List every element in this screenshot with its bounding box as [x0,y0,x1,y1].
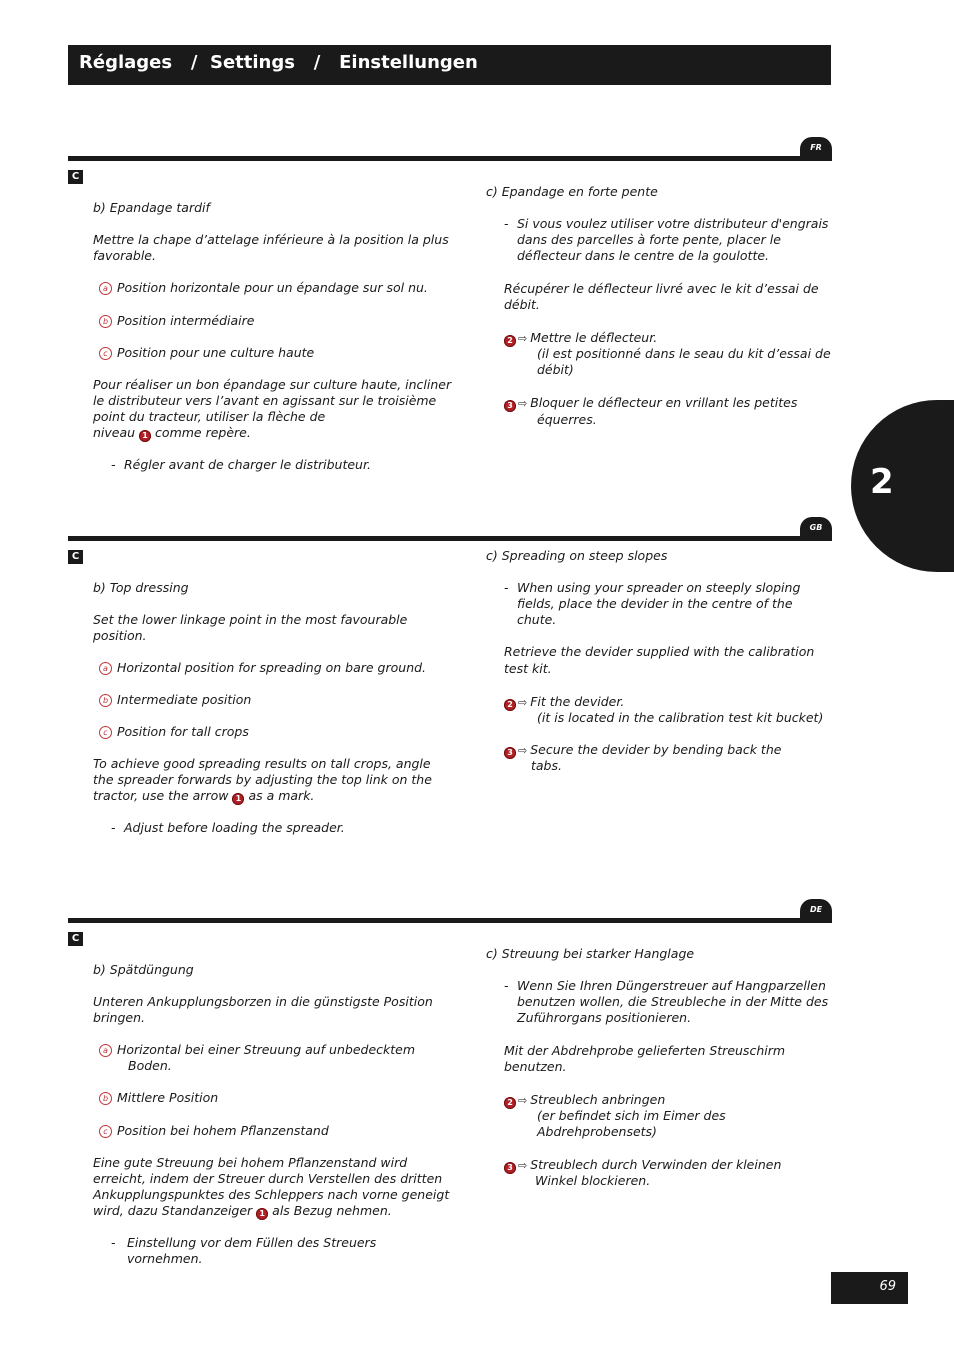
circle-letter-icon: b [99,694,112,707]
chapter-number: 2 [870,462,894,502]
step-text: Einstellung vor dem Füllen des Streuers [127,1235,377,1250]
heading: b) Top dressing [93,580,189,595]
text: as a mark. [248,788,315,803]
step-line: débit) [537,362,574,377]
paragraph-line: the spreader forwards by adjusting the top link on the [93,772,432,787]
heading: c) Streuung bei starker Hanglage [486,946,695,961]
paragraph-line: Pour réaliser un bon épandage sur culture haute, incliner [93,377,452,392]
figure-box-c-gb: C [68,550,83,564]
list-item [99,1042,415,1058]
text: Fit the devider. [530,694,625,709]
list-item-text: Horizontal position for spreading on bare ground. [117,660,427,675]
page-title: Réglages / Settings / Einstellungen [79,52,478,73]
list-item [99,1090,218,1106]
list-item [99,1123,329,1139]
dash-bullet: - [111,1235,116,1250]
paragraph-line: débit. [504,297,540,312]
dash-bullet: - [111,457,116,472]
circle-letter-icon: c [99,726,112,739]
text: als Bezug nehmen. [272,1203,392,1218]
step-line [504,395,797,412]
paragraph-line: erreicht, indem der Streuer durch Verstellen des dritten [93,1171,443,1186]
arrow-right-icon: ⇨ [518,1094,528,1107]
circle-letter-icon: a [99,662,112,675]
dash-bullet: - [111,820,116,835]
number-badge-icon: 1 [232,793,244,805]
bullet-line: dans des parcelles à forte pente, placer le [517,232,781,247]
arrow-right-icon: ⇨ [518,332,528,345]
paragraph-line: Ankupplungspunktes des Schleppers nach vorne geneigt [93,1187,450,1202]
bullet-line: Si vous voulez utiliser votre distributeur d'engrais [517,216,829,231]
page-number-box [831,1272,908,1304]
paragraph-line: bringen. [93,1010,145,1025]
list-item-text: Position bei hohem Pflanzenstand [117,1123,329,1138]
arrow-right-icon: ⇨ [518,744,528,757]
text: niveau [93,425,136,440]
paragraph-line: position. [93,628,147,643]
circle-letter-icon: b [99,1092,112,1105]
step-line: équerres. [537,412,597,427]
list-item-text: Position intermédiaire [117,313,255,328]
dash-bullet: - [504,216,509,231]
text: Mettre le déflecteur. [530,330,658,345]
step-line [504,1157,781,1174]
arrow-right-icon: ⇨ [518,696,528,709]
number-badge-icon: 2 [504,1097,516,1109]
dash-bullet: - [504,580,509,595]
number-badge-icon: 2 [504,335,516,347]
step-line: (er befindet sich im Eimer des [537,1108,726,1123]
list-item [99,692,251,708]
list-item [99,724,249,740]
paragraph-line: test kit. [504,661,552,676]
lang-tab-gb: GB [800,517,832,541]
step-line: Abdrehprobensets) [537,1124,657,1139]
list-item-text: Mittlere Position [117,1090,219,1105]
list-item-text: Position pour une culture haute [117,345,315,360]
figure-box-c-fr: C [68,170,83,184]
number-badge-icon: 1 [139,430,151,442]
text: comme repère. [155,425,251,440]
number-badge-icon: 1 [256,1208,268,1220]
text: Bloquer le déflecteur en vrillant les petites [530,395,798,410]
step-text: vornehmen. [127,1251,203,1266]
circle-letter-icon: c [99,347,112,360]
paragraph-line [93,425,251,442]
paragraph-line: Récupérer le déflecteur livré avec le kit d’essai de [504,281,819,296]
number-badge-icon: 3 [504,747,516,759]
step-text: Adjust before loading the spreader. [124,820,345,835]
arrow-right-icon: ⇨ [518,1159,528,1172]
list-item-text: Position horizontale pour un épandage sur sol nu. [117,280,428,295]
paragraph-line: Mettre la chape d’attelage inférieure à la position la plus [93,232,449,247]
step-line: Winkel blockieren. [535,1173,651,1188]
circle-letter-icon: c [99,1125,112,1138]
text: Secure the devider by bending back the [530,742,782,757]
section-rule-de [68,918,831,923]
paragraph-line: le distributeur vers l’avant en agissant sur le troisième [93,393,437,408]
step-line: (it is located in the calibration test kit bucket) [537,710,824,725]
list-item-text: Boden. [128,1058,172,1073]
bullet-line: Zuführorgans positionieren. [517,1010,692,1025]
list-item [99,345,314,361]
list-item-text: Intermediate position [117,692,252,707]
paragraph-line: benutzen. [504,1059,567,1074]
circle-letter-icon: a [99,282,112,295]
paragraph-line: favorable. [93,248,156,263]
step-line: tabs. [531,758,562,773]
number-badge-icon: 3 [504,1162,516,1174]
number-badge-icon: 3 [504,400,516,412]
paragraph-line: Unteren Ankupplungsborzen in die günstigste Position [93,994,433,1009]
heading: c) Epandage en forte pente [486,184,658,199]
circle-letter-icon: a [99,1044,112,1057]
arrow-right-icon: ⇨ [518,397,528,410]
paragraph-line [93,1203,392,1220]
list-item [99,280,428,296]
figure-box-c-de: C [68,932,83,946]
bullet-line: benutzen wollen, die Streubleche in der Mitte des [517,994,829,1009]
heading: b) Spätdüngung [93,962,194,977]
paragraph-line: Set the lower linkage point in the most favourable [93,612,408,627]
page-number: 69 [879,1279,896,1294]
list-item [99,313,254,329]
chapter-tab [851,400,954,572]
paragraph-line: point du tracteur, utiliser la flèche de [93,409,326,424]
list-item-text: Horizontal bei einer Streuung auf unbedecktem [117,1042,416,1057]
text: wird, dazu Standanzeiger [93,1203,253,1218]
step-line [504,742,781,759]
list-item-text: Position for tall crops [117,724,249,739]
bullet-line: chute. [517,612,557,627]
paragraph-line: To achieve good spreading results on tall crops, angle [93,756,431,771]
text: Streublech anbringen [530,1092,666,1107]
bullet-line: When using your spreader on steeply sloping [517,580,801,595]
header-bar [68,45,831,85]
paragraph-line: Retrieve the devider supplied with the calibration [504,644,815,659]
step-line: (il est positionné dans le seau du kit d’essai de [537,346,831,361]
dash-bullet: - [504,978,509,993]
text: tractor, use the arrow [93,788,229,803]
circle-letter-icon: b [99,315,112,328]
lang-tab-de: DE [800,899,832,923]
heading: c) Spreading on steep slopes [486,548,668,563]
text: Streublech durch Verwinden der kleinen [530,1157,782,1172]
list-item [99,660,426,676]
step-line [504,694,624,711]
step-line [504,1092,665,1109]
bullet-line: Wenn Sie Ihren Düngerstreuer auf Hangparzellen [517,978,826,993]
paragraph-line: Eine gute Streuung bei hohem Pflanzenstand wird [93,1155,408,1170]
bullet-line: déflecteur dans le centre de la goulotte. [517,248,770,263]
section-rule-gb [68,536,831,541]
paragraph-line [93,788,314,805]
step-text: Régler avant de charger le distributeur. [124,457,371,472]
heading: b) Epandage tardif [93,200,210,215]
number-badge-icon: 2 [504,699,516,711]
section-rule-fr [68,156,831,161]
bullet-line: fields, place the devider in the centre of the [517,596,793,611]
step-line [504,330,657,347]
lang-tab-fr: FR [800,137,832,161]
paragraph-line: Mit der Abdrehprobe gelieferten Streuschirm [504,1043,786,1058]
